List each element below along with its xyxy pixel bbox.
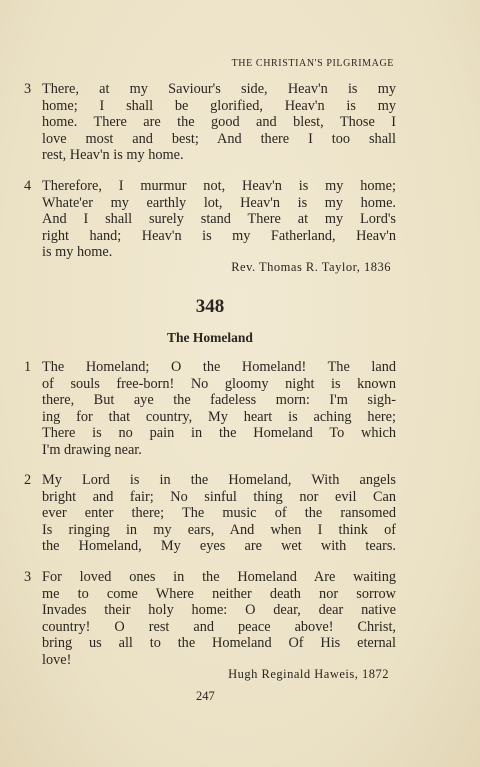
stanza-line: ever enter there; The music of the ransomed: [42, 505, 396, 522]
stanza-line: is my home.: [42, 244, 113, 261]
stanza-line: Therefore, I murmur not, Heav'n is my home;: [42, 178, 396, 194]
stanza-number: 3: [24, 81, 32, 97]
stanza-line: rest, Heav'n is my home.: [42, 147, 184, 164]
hymn-number: 348: [195, 296, 225, 317]
stanza-line: love most and best; And there I too shall: [42, 130, 396, 147]
stanza-line: there, But aye the fadeless morn: I'm sigh-: [42, 392, 396, 409]
running-header: THE CHRISTIAN'S PILGRIMAGE: [231, 58, 394, 69]
stanza-line: Is ringing in my ears, And when I think of: [42, 521, 396, 538]
hymn-title: The Homeland: [167, 330, 253, 345]
prev-hymn-stanza-4: [24, 178, 396, 261]
prev-hymn-author: Rev. Thomas R. Taylor, 1836: [231, 260, 391, 274]
stanza-line: right hand; Heav'n is my Fatherland, Heav'n: [42, 227, 396, 244]
stanza-line: country! O rest and peace above! Christ,: [42, 618, 396, 635]
stanza-line: bring us all to the Homeland Of His eternal: [42, 635, 396, 652]
hymn-stanza-3: [24, 569, 396, 669]
hymn-stanza-1: [24, 359, 396, 459]
stanza-line: bright and fair; No sinful thing nor evil Can: [42, 488, 396, 505]
stanza-line: me to come Where neither death nor sorrow: [42, 585, 396, 602]
stanza-line: home; I shall be glorified, Heav'n is my: [42, 97, 396, 114]
stanza-line: ing for that country, My heart is aching here;: [42, 408, 396, 425]
stanza-line: home. There are the good and blest, Those I: [42, 114, 396, 131]
stanza-number: 4: [24, 178, 32, 194]
page-number: 247: [196, 689, 215, 703]
stanza-line: Invades their holy home: O dear, dear native: [42, 602, 396, 619]
hymn-author: Hugh Reginald Haweis, 1872: [228, 667, 389, 681]
stanza-number: 2: [24, 472, 32, 488]
stanza-line: of souls free-born! No gloomy night is known: [42, 375, 396, 392]
stanza-line: There is no pain in the Homeland To which: [42, 425, 396, 442]
stanza-line: the Homeland, My eyes are wet with tears.: [42, 538, 396, 555]
stanza-line: love!: [42, 651, 72, 668]
stanza-line: For loved ones in the Homeland Are waiting: [42, 569, 396, 585]
hymn-stanza-2: [24, 472, 396, 555]
stanza-line: And I shall surely stand There at my Lord's: [42, 211, 396, 228]
stanza-line: There, at my Saviour's side, Heav'n is my: [42, 81, 396, 97]
prev-hymn-stanza-3: [24, 81, 396, 164]
stanza-number: 1: [24, 359, 32, 375]
stanza-line: I'm drawing near.: [42, 441, 142, 458]
stanza-line: The Homeland; O the Homeland! The land: [42, 359, 396, 375]
stanza-line: My Lord is in the Homeland, With angels: [42, 472, 396, 488]
stanza-number: 3: [24, 569, 32, 585]
stanza-line: Whate'er my earthly lot, Heav'n is my home.: [42, 194, 396, 211]
